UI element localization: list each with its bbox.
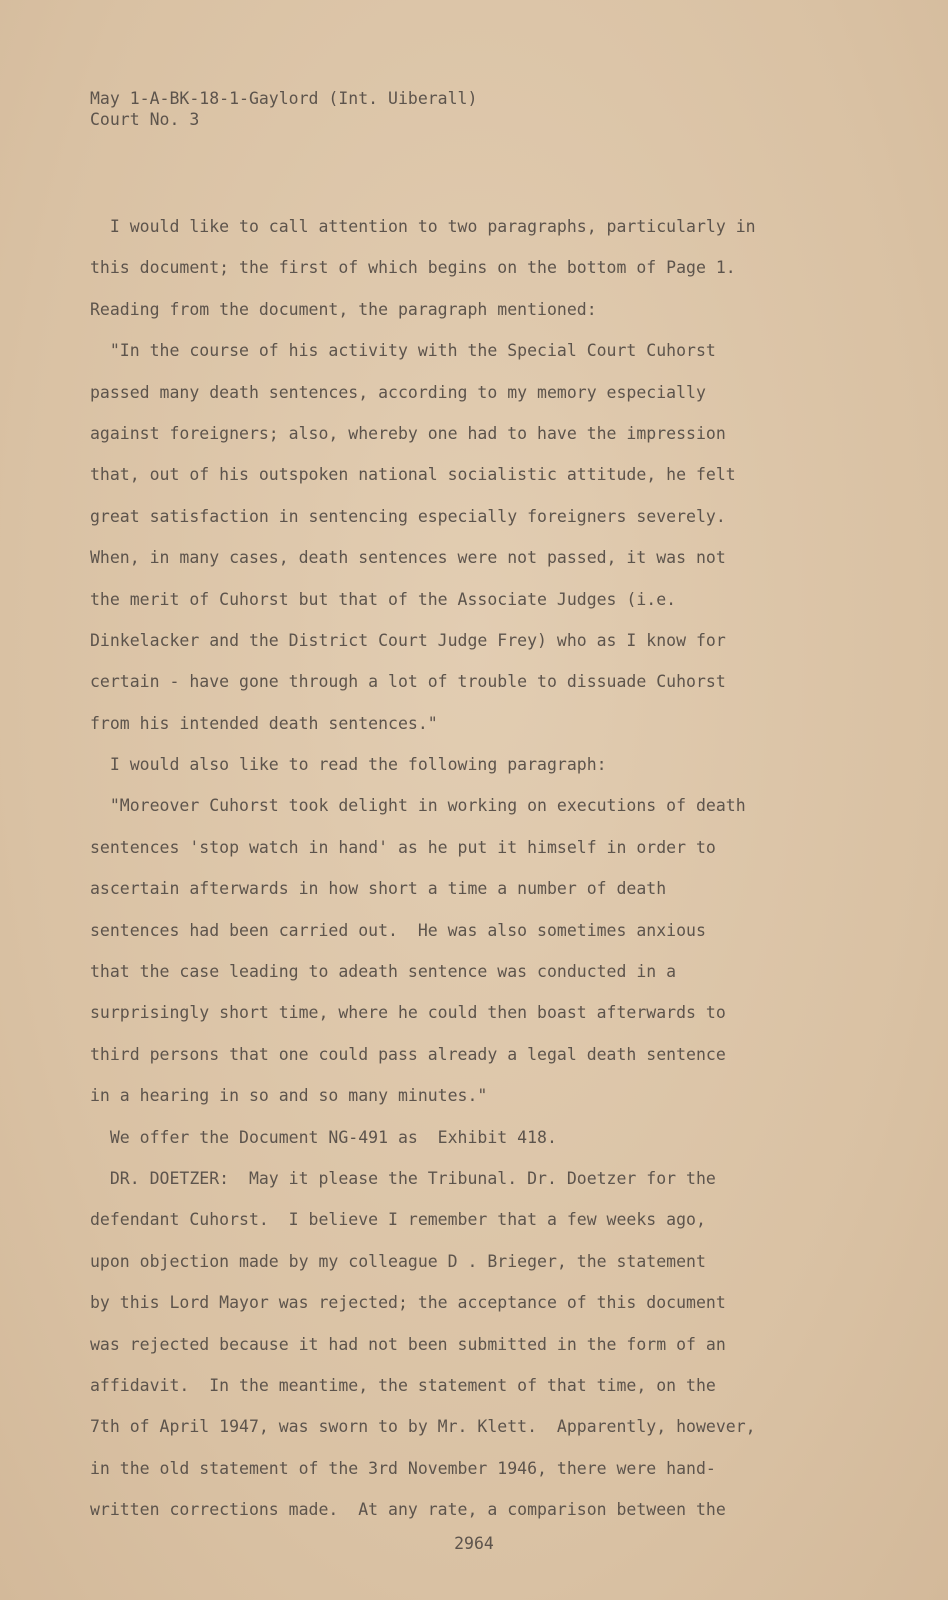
page-number: 2964 [454,1534,494,1553]
text-line: Reading from the document, the paragraph mentioned: [90,299,597,319]
text-line: from his intended death sentences." [90,713,438,733]
text-line: written corrections made. At any rate, a comparison between the [90,1500,726,1520]
text-line: that the case leading to adeath sentence was conducted in a [90,962,677,982]
text-line: I would like to call attention to two paragraphs, particularly in [90,217,756,236]
text-line: certain - have gone through a lot of trouble to dissuade Cuhorst [90,672,726,692]
header-court-line: Court No. 3 [90,110,200,129]
text-line: in the old statement of the 3rd November 1946, there were hand- [90,1458,716,1478]
text-line: third persons that one could pass already a legal death sentence [90,1044,726,1064]
text-line: "Moreover Cuhorst took delight in working on executions of death [90,796,746,816]
document-header [90,88,477,130]
text-line: against foreigners; also, whereby one had to have the impression [90,423,726,443]
text-line: that, out of his outspoken national socialistic attitude, he felt [90,465,736,485]
text-line: 7th of April 1947, was sworn to by Mr. Klett. Apparently, however, [90,1417,756,1437]
text-line: the merit of Cuhorst but that of the Associate Judges (i.e. [90,589,677,609]
text-line: "In the course of his activity with the Special Court Cuhorst [90,341,716,361]
text-line: defendant Cuhorst. I believe I remember that a few weeks ago, [90,1210,706,1230]
text-line: by this Lord Mayor was rejected; the acceptance of this document [90,1293,726,1313]
text-line: DR. DOETZER: May it please the Tribunal. Dr. Doetzer for the [90,1168,716,1188]
text-line: I would also like to read the following paragraph: [90,755,607,775]
text-line: passed many death sentences, according to my memory especially [90,382,706,402]
text-line: Dinkelacker and the District Court Judge Frey) who as I know for [90,630,726,650]
transcript-body [90,206,910,1531]
header-reference-line: May 1-A-BK-18-1-Gaylord (Int. Uiberall) [90,89,478,108]
text-line: this document; the first of which begins on the bottom of Page 1. [90,258,736,278]
text-line: When, in many cases, death sentences were not passed, it was not [90,548,726,568]
text-line: sentences 'stop watch in hand' as he put it himself in order to [90,837,716,857]
text-line: upon objection made by my colleague D . Brieger, the statement [90,1251,706,1271]
text-line: We offer the Document NG-491 as Exhibit 418. [90,1127,557,1147]
text-line: in a hearing in so and so many minutes." [90,1086,488,1106]
text-line: ascertain afterwards in how short a time a number of death [90,879,667,899]
text-line: surprisingly short time, where he could then boast afterwards to [90,1003,726,1023]
text-line: great satisfaction in sentencing especially foreigners severely. [90,506,726,526]
text-line: sentences had been carried out. He was also sometimes anxious [90,920,706,940]
text-line: affidavit. In the meantime, the statement of that time, on the [90,1375,716,1395]
text-line: was rejected because it had not been submitted in the form of an [90,1334,726,1354]
